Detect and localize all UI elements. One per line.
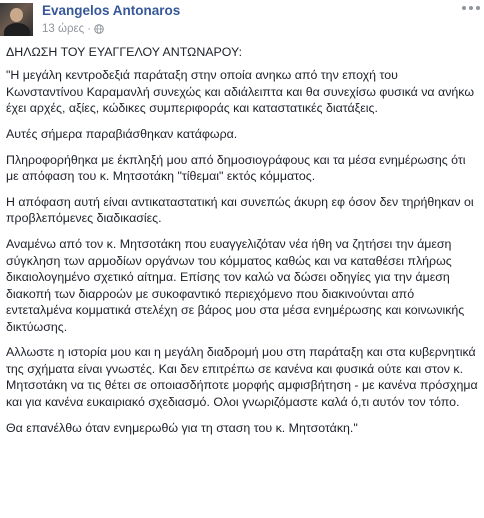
post-meta [42,23,104,35]
post-paragraph: ΔΗΛΩΣΗ ΤΟΥ ΕΥΑΓΓΕΛΟΥ ΑΝΤΩΝΑΡΟΥ: [6,45,243,59]
avatar[interactable] [0,3,33,36]
globe-icon[interactable] [94,24,104,34]
timestamp[interactable]: 13 ώρες [42,23,85,35]
post-paragraph: Η απόφαση αυτή είναι αντικαταστατική και συνεπώς άκυρη εφ όσον δεν τηρήθηκαν οι προβλεπόμενες διαδικασίες. [6,194,474,226]
meta-separator: · [87,23,92,35]
author-name[interactable]: Evangelos Antonaros [42,3,181,18]
more-options-icon[interactable] [462,2,480,14]
post-paragraph: Αλλωστε η ιστορία μου και η μεγάλη διαδρομή μου στη παράταξη και στα κυβερνητικά της σχήματα είναι γνωστές. Και δεν επιτρέπω σε κανένα και φυσικά ούτε και στον κ. Μητσοτάκη να τις θέτει σε οποιασδήποτε μορφής αμφισβήτηση - με κανένα πρόσχημα και για κανένα ευκαιριακό σχεδιασμό. Ολοι γνωριζόμαστε καλά ό,τι αυτόν τον τόπο. [6,345,478,409]
post-paragraph: Αναμένω από τον κ. Μητσοτάκη που ευαγγελιζόταν νέα ήθη να ζητήσει την άμεση σύγκληση των αρμοδίων οργάνων του κόμματος καθώς και να καταθέσει πλήρως δικαιολογημένο σχετικό αίτημα. Επίσης τον καλώ να δώσει οδηγίες για την άμεση διακοπή των διαρροών με συκοφαντικό περιεχόμενο που διακινούνται από εντεταλμένα κομματικά στελέχη σε βάρος μου στα μέσα ενημέρωσης και κοινωνικής δικτύωσης. [6,237,465,334]
post-paragraph: Αυτές σήμερα παραβιάσθηκαν κατάφωρα. [6,126,238,141]
post-paragraph: Πληροφορήθηκα με έκπληξή μου από δημοσιογράφους και τα μέσα ενημέρωσης ότι με απόφαση του κ. Μητσοτάκη "τίθεμαι" εκτός κόμματος. [6,152,466,184]
post-header [0,0,484,38]
post-paragraph: Θα επανέλθω όταν ενημερωθώ για τη σταση του κ. Μητσοτάκη." [6,420,358,435]
post-paragraph: "Η μεγάλη κεντροδεξιά παράταξη στην οποία ανηκω από την εποχή του Κωνσταντίνου Καραμανλή συνεχώς και αδιάλειπτα και θα συνεχίσω φυσικά να ανήκω έχει αρχές, αξίες, κώδικες συμπεριφοράς και καταστατικές διατάξεις. [6,68,474,115]
post-body [6,44,478,446]
